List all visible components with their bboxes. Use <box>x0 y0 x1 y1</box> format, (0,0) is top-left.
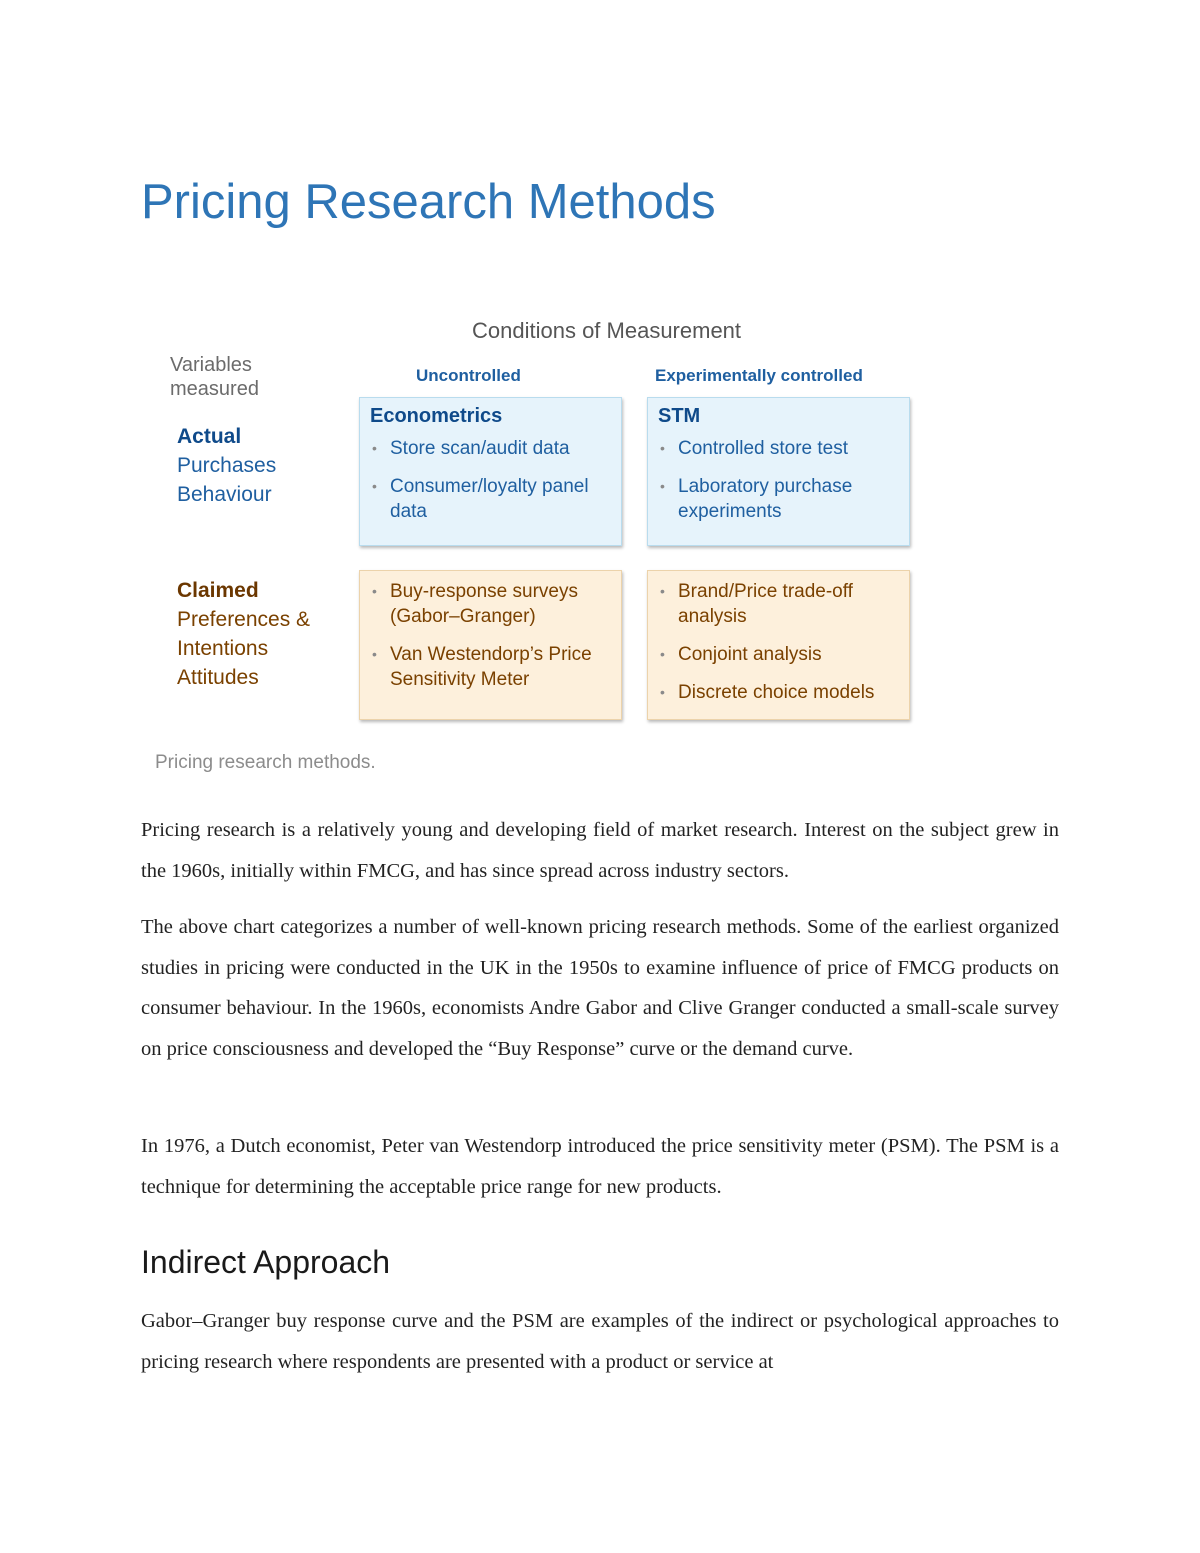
row-label-claimed-line: Attitudes <box>177 666 259 689</box>
claimed-experimental-box <box>647 570 910 720</box>
econometrics-title: Econometrics <box>370 405 503 427</box>
row-label-claimed-line: Intentions <box>177 637 269 660</box>
paragraph: Gabor–Granger buy response curve and the PSM are examples of the indirect or psychological approaches to pricing research where respondents are presented with a product or service at <box>141 1310 1059 1373</box>
list-item: • Conjoint analysis <box>658 642 899 667</box>
list-item: • Brand/Price trade-off analysis <box>658 579 899 629</box>
stm-box <box>647 397 910 546</box>
list-item: • Controlled store test <box>658 436 899 461</box>
list-item: • Van Westendorp’s Price Sensitivity Meter <box>370 642 611 692</box>
econometrics-list <box>370 436 611 524</box>
paragraph: Pricing research is a relatively young and developing field of market research. Interest on the subject grew in the 1960s, initially within FMCG, and has since spread across industry sectors. <box>141 819 1059 882</box>
claimed-uncontrolled-list <box>370 579 611 692</box>
paragraph: In 1976, a Dutch economist, Peter van Westendorp introduced the price sensitivity meter (PSM). The PSM is a technique for determining the acceptable price range for new products. <box>141 1135 1059 1198</box>
variables-measured-label: Variables measured <box>170 354 259 400</box>
claimed-uncontrolled-box <box>359 570 622 720</box>
row-label-actual <box>177 422 276 509</box>
claimed-experimental-list <box>658 579 899 705</box>
column-heading-experimental: Experimentally controlled <box>655 366 863 385</box>
conditions-title: Conditions of Measurement <box>472 318 742 343</box>
row-label-actual-line: Behaviour <box>177 483 272 506</box>
row-label-actual-strong: Actual <box>177 425 242 448</box>
figure-caption: Pricing research methods. <box>155 752 376 773</box>
page-title: Pricing Research Methods <box>141 175 716 229</box>
list-item: • Laboratory purchase experiments <box>658 474 899 524</box>
pricing-methods-figure <box>150 310 940 730</box>
econometrics-box <box>359 397 622 546</box>
list-item: • Consumer/loyalty panel data <box>370 474 611 524</box>
list-item: • Store scan/audit data <box>370 436 611 461</box>
paragraph: The above chart categorizes a number of well-known pricing research methods. Some of the earliest organized studies in pricing were conducted in the UK in the 1950s to examine influence of price of FMCG products on consumer behaviour. In the 1960s, economists Andre Gabor and Clive Granger conducted a small-scale survey on price consciousness and developed the “Buy Response” curve or the demand curve. <box>141 916 1059 1060</box>
stm-list <box>658 436 899 524</box>
column-heading-uncontrolled: Uncontrolled <box>416 366 521 385</box>
row-label-actual-line: Purchases <box>177 454 277 477</box>
row-label-claimed-strong: Claimed <box>177 579 259 602</box>
row-label-claimed <box>177 576 310 692</box>
row-label-claimed-line: Preferences & <box>177 608 311 631</box>
list-item: • Discrete choice models <box>658 680 899 705</box>
list-item: • Buy-response surveys (Gabor–Granger) <box>370 579 611 629</box>
stm-title: STM <box>658 405 701 427</box>
section-heading: Indirect Approach <box>141 1244 391 1280</box>
